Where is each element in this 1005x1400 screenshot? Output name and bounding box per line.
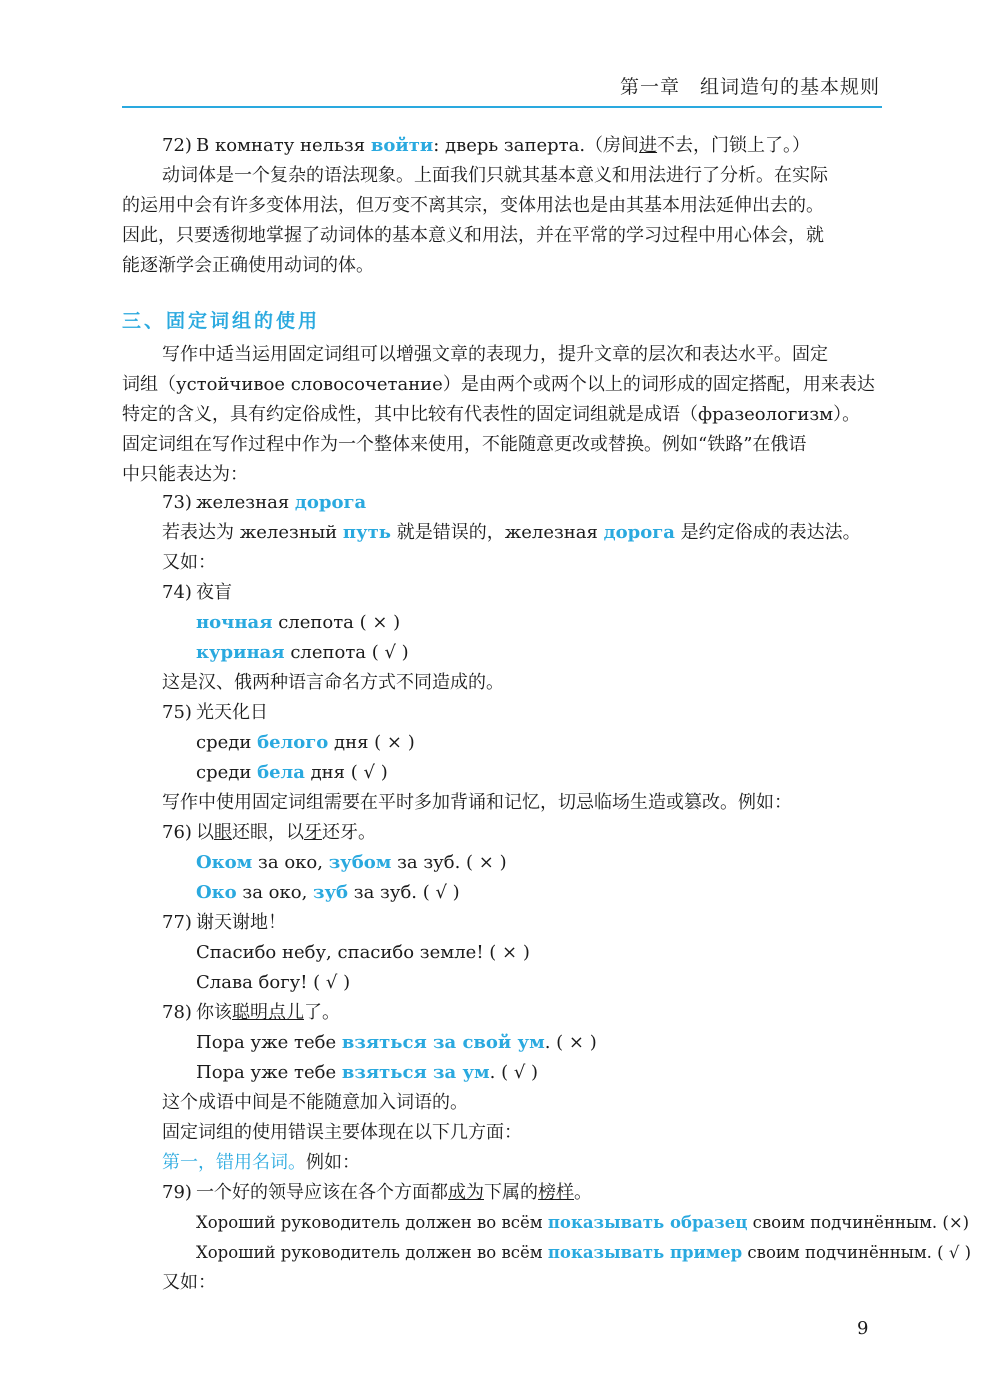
page-number: 9: [857, 1318, 869, 1339]
example-number: 72): [162, 135, 192, 156]
example-76: 76) 以眼还眼，以牙还牙。: [162, 822, 376, 843]
paragraph-aspect: 动词体是一个复杂的语法现象。上面我们只就其基本意义和用法进行了分析。在实际 的运用中会有许多变体用法，但万变不离其宗，变体用法也是由其基本用法延伸出去的。 因此，只要透彻地掌握了动词体的基本意义和用法，并在平常的学习过程中用心体会，就 能逐渐学会正确使用动词的体。: [122, 165, 828, 276]
section-heading: 三、固定词组的使用: [122, 310, 321, 332]
paragraph-fixed-phrases: 写作中适当运用固定词组可以增强文章的表现力，提升文章的层次和表达水平。固定 词组（устойчивое словосочетание）是由两个或两个以上的词形成的固定搭配，用来表达 特定的含义，具有约定俗成性，其中比较有代表性的固定词组就是成语（фразеологизм）。 固定词组在写作过程中作为一个整体来使用，不能随意更改或替换。例如“铁路”在俄语 中只能表达为：: [122, 344, 875, 485]
example-72: 72) В комнату нельзя войти: дверь заперта.（房间进不去，门锁上了。）: [162, 131, 884, 161]
example-74: 74) 夜盲: [162, 582, 232, 603]
example-75: 75) 光天化日: [162, 702, 268, 723]
example-79: 79) 一个好的领导应该在各个方面都成为下属的榜样。: [162, 1182, 592, 1203]
example-73: 73) железная дорога: [162, 492, 367, 513]
chapter-title: 第一章 组词造句的基本规则: [619, 76, 880, 98]
example-77: 77) 谢天谢地！: [162, 912, 286, 933]
error-type-heading: 第一，错用名词。: [162, 1152, 306, 1173]
running-header: [122, 64, 882, 108]
keyword: войти: [370, 135, 434, 156]
examples-block: 73) железная дорога 若表达为 железный путь 就是错误的，железная дорога 是约定俗成的表达法。 又如： 74) 夜盲 ночная слепота ( × ) куриная слепота ( √ ) 这是汉、俄两种语言命名方式不同造成的。 75) 光天化日 среди белого дня ( × ) среди бела дня ( √ ) 写作中使用固定词组需要在平时多加背诵和记忆，切忌临场生造或篡改。例如： 76) 以眼还眼，以牙还牙。 Оком за око, зубом за зуб. ( × ) Око за око, зуб за зуб. ( √ ) 77) 谢天谢地！ Спасибо небу, спасибо земле! ( × ) Слава богу! ( √ ) 78) 你该聪明点儿了。 Пора уже тебе взяться за свой ум. ( × ) Пора уже тебе взяться за ум. ( √ ) 这个成语中间是不能随意加入词语的。 固定词组的使用错误主要体现在以下几方面： 第一，错用名词。例如： 79) 一个好的领导应该在各个方面都成为下属的榜样。 Хороший руководитель должен во всём показывать образец своим подчинённым. (×) Хороший руководитель должен во всём показывать пример своим подчинённым. ( √ ) 又如：: [162, 488, 884, 1298]
example-78: 78) 你该聪明点儿了。: [162, 1002, 340, 1023]
